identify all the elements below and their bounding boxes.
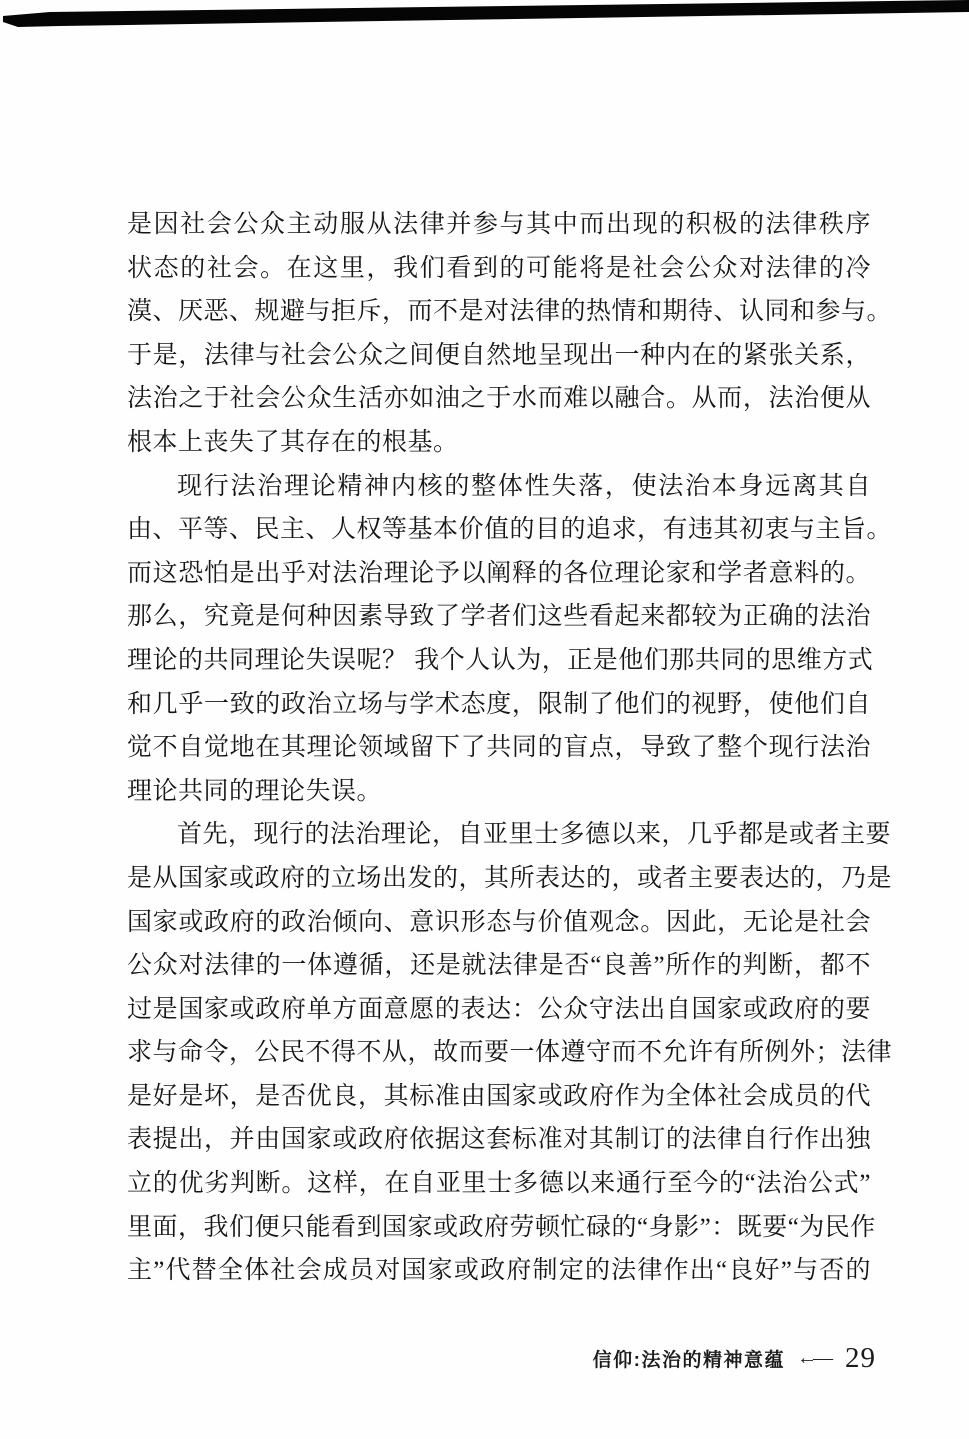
footer-chapter-title: 信仰:法治的精神意蕴 <box>592 1350 785 1371</box>
text-line: 里面，我们便只能看到国家或政府劳顿忙碌的“身影”：既要“为民作 <box>127 1213 876 1241</box>
text-line: 是因社会公众主动服从法律并参与其中而出现的积极的法律秩序 <box>127 211 871 238</box>
text-line: 漠、厌恶、规避与拒斥，而不是对法律的热情和期待、认同和参与。 <box>127 298 893 326</box>
text-line: 过是国家或政府单方面意愿的表达：公众守法出自国家或政府的要 <box>127 995 871 1023</box>
text-line: 觉不自觉地在其理论领域留下了共同的盲点，导致了整个现行法治 <box>127 734 871 762</box>
text-line: 由、平等、民主、人权等基本价值的目的追求，有违其初衷与主旨。 <box>127 516 893 544</box>
page-number: 29 <box>845 1342 876 1374</box>
text-line: 法治之于社会公众生活亦如油之于水而难以融合。从而，法治便从 <box>127 385 871 413</box>
text-line: 现行法治理论精神内核的整体性失落，使法治本身远离其自 <box>177 472 871 500</box>
left-arrow-icon: ←― <box>797 1347 829 1369</box>
scan-band-shape <box>3 0 969 27</box>
text-line: 公众对法律的一体遵循，还是就法律是否“良善”所作的判断，都不 <box>127 952 871 980</box>
text-line: 状态的社会。在这里，我们看到的可能将是社会公众对法律的冷 <box>127 254 871 282</box>
text-line: 而这恐怕是出乎对法治理论予以阐释的各位理论家和学者意料的。 <box>127 559 871 587</box>
text-line: 首先，现行的法治理论，自亚里士多德以来，几乎都是或者主要 <box>177 821 892 849</box>
footer <box>593 1342 876 1375</box>
text-line: 国家或政府的政治倾向、意识形态与价值观念。因此，无论是社会 <box>127 908 871 936</box>
text-line: 主”代替全体社会成员对国家或政府制定的法律作出“良好”与否的 <box>127 1257 871 1285</box>
scan-artifact-band <box>0 0 969 34</box>
text-line: 理论的共同理论失误呢？ 我个人认为，正是他们那共同的思维方式 <box>127 646 874 674</box>
text-line: 根本上丧失了其存在的根基。 <box>127 428 459 456</box>
text-line: 那么，究竟是何种因素导致了学者们这些看起来都较为正确的法治 <box>127 603 871 631</box>
text-line: 和几乎一致的政治立场与学术态度，限制了他们的视野，使他们自 <box>127 690 871 718</box>
text-line: 立的优劣判断。这样，在自亚里士多德以来通行至今的“法治公式” <box>127 1170 871 1198</box>
text-line: 是好是坏，是否优良，其标准由国家或政府作为全体社会成员的代 <box>127 1082 871 1110</box>
text-line: 是从国家或政府的立场出发的，其所表达的，或者主要表达的，乃是 <box>127 864 893 892</box>
text-line: 表提出，并由国家或政府依据这套标准对其制订的法律自行作出独 <box>127 1126 871 1154</box>
text-line: 于是，法律与社会公众之间便自然地呈现出一种内在的紧张关系， <box>127 341 871 369</box>
text-line: 理论共同的理论失误。 <box>127 777 383 805</box>
body-text <box>127 203 893 1293</box>
text-line: 求与命令，公民不得不从，故而要一体遵守而不允许有所例外；法律 <box>127 1039 893 1067</box>
